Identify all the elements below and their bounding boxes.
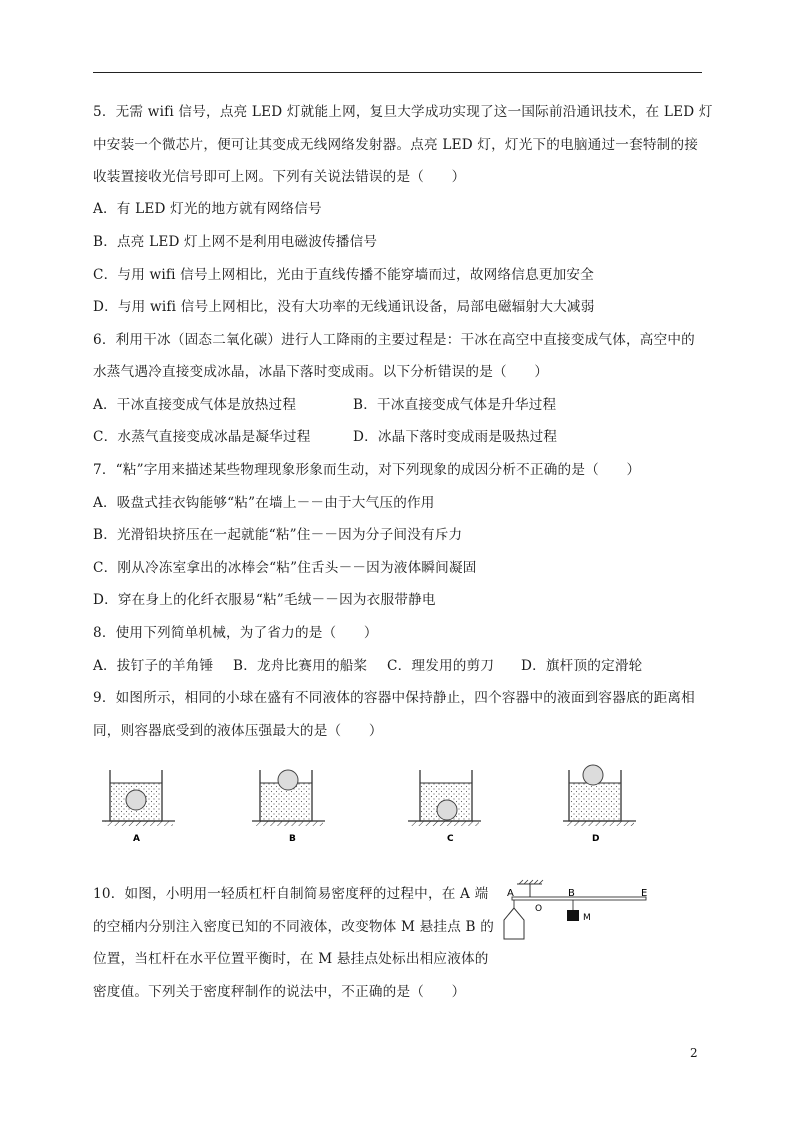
- q5-option-d: D．与用 wifi 信号上网相比，没有大功率的无线通讯设备，局部电磁辐射大大减弱: [93, 299, 595, 315]
- lever-label-b: B: [568, 888, 575, 899]
- q5-option-b: B．点亮 LED 灯上网不是利用电磁波传播信号: [93, 234, 378, 250]
- q6-option-d: D．冰晶下落时变成雨是吸热过程: [353, 429, 558, 445]
- q8-option-d: D．旗杆顶的定滑轮: [521, 658, 643, 674]
- q9-stem-line-2: 同，则容器底受到的液体压强最大的是（ ）: [93, 723, 383, 739]
- q5-stem-line-1: 5．无需 wifi 信号，点亮 LED 灯就能上网，复旦大学成功实现了这一国际前沿通讯技术，在 LED 灯: [93, 104, 713, 120]
- lever-label-m: M: [583, 913, 591, 923]
- label-c: C: [447, 834, 454, 844]
- container-a: [102, 770, 175, 826]
- q8-option-c: C．理发用的剪刀: [387, 658, 495, 674]
- label-b: B: [289, 834, 296, 844]
- label-a: A: [133, 834, 140, 844]
- q7-stem-line-1: 7．“粘”字用来描述某些物理现象形象而生动，对下列现象的成因分析不正确的是（ ）: [93, 462, 641, 478]
- q6-option-b: B．干冰直接变成气体是升华过程: [353, 397, 557, 413]
- q10-stem-line-3: 位置，当杠杆在水平位置平衡时，在 M 悬挂点处标出相应液体的: [93, 951, 489, 967]
- lever-label-a: A: [507, 888, 514, 899]
- q8-stem-line-1: 8．使用下列简单机械，为了省力的是（ ）: [93, 625, 378, 641]
- page-number: 2: [690, 1046, 698, 1060]
- q6-stem-line-2: 水蒸气遇冷直接变成冰晶，冰晶下落时变成雨。以下分析错误的是（ ）: [93, 364, 549, 380]
- container-c: [408, 770, 481, 826]
- q7-option-d: D．穿在身上的化纤衣服易“粘”毛绒－－因为衣服带静电: [93, 592, 436, 608]
- container-b: [252, 770, 325, 826]
- q5-stem-line-2: 中安装一个微芯片，便可让其变成无线网络发射器。点亮 LED 灯，灯光下的电脑通过一套特制的接: [93, 137, 699, 153]
- q10-stem-line-4: 密度值。下列关于密度秤制作的说法中，不正确的是（ ）: [93, 984, 466, 1000]
- q9-stem-line-1: 9．如图所示，相同的小球在盛有不同液体的容器中保持静止，四个容器中的液面到容器底的距离相: [93, 690, 695, 706]
- q5-option-c: C．与用 wifi 信号上网相比，光由于直线传播不能穿墙而过，故网络信息更加安全: [93, 267, 594, 283]
- q8-option-a: A．拔钉子的羊角锤: [93, 658, 214, 674]
- q6-option-c: C．水蒸气直接变成冰晶是凝华过程: [93, 429, 311, 445]
- container-d: [563, 765, 636, 826]
- lever-label-o: O: [535, 904, 543, 914]
- q10-lever-figure: [504, 880, 646, 939]
- q7-option-c: C．刚从冷冻室拿出的冰棒会“粘”住舌头－－因为液体瞬间凝固: [93, 560, 477, 576]
- q8-option-b: B．龙舟比赛用的船桨: [233, 658, 368, 674]
- q10-stem-line-1: 10．如图，小明用一轻质杠杆自制简易密度秤的过程中，在 A 端: [93, 886, 489, 902]
- q6-stem-line-1: 6．利用干冰（固态二氧化碳）进行人工降雨的主要过程是：干冰在高空中直接变成气体，高空中的: [93, 332, 695, 348]
- label-d: D: [592, 834, 600, 844]
- q5-stem-line-3: 收装置接收光信号即可上网。下列有关说法错误的是（ ）: [93, 169, 466, 185]
- lever-label-e: E: [641, 888, 648, 899]
- q7-option-a: A．吸盘式挂衣钩能够“粘”在墙上－－由于大气压的作用: [93, 495, 435, 511]
- q5-option-a: A．有 LED 灯光的地方就有网络信号: [93, 201, 322, 217]
- q6-option-a: A．干冰直接变成气体是放热过程: [93, 397, 297, 413]
- q10-stem-line-2: 的空桶内分别注入密度已知的不同液体，改变物体 M 悬挂点 B 的: [93, 919, 495, 935]
- q7-option-b: B．光滑铅块挤压在一起就能“粘”住－－因为分子间没有斥力: [93, 527, 463, 543]
